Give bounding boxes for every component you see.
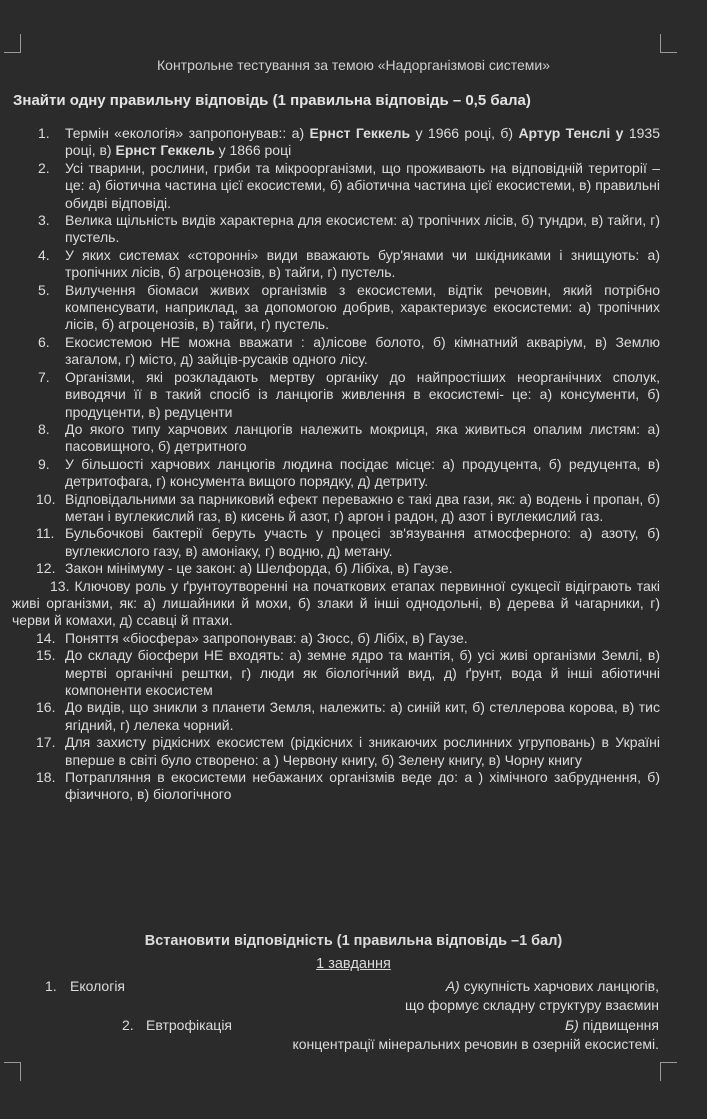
question-number: 7. [38,368,50,385]
question-text: Для захисту рідкісних екосистем (рідкісних і зникаючих рослинних угруповань) в Україні вперше в світі було створено: а ) Червону книгу, б) Зелену книгу, в) Чорну книгу [65,734,660,768]
question-item [10,769,660,804]
matching-answer: Б) підвищення [565,1017,659,1033]
question-item [10,734,660,769]
page-corner-mark-bottom-right [660,1062,677,1081]
question-number: 3. [38,212,50,229]
matching-number: 1. [45,978,57,994]
question-item [10,282,660,334]
question-number: 9. [38,455,50,472]
question-item [10,456,660,491]
question-item [10,699,660,734]
question-number: 12. [36,560,56,577]
question-item [10,334,660,369]
question-number: 4. [38,246,50,263]
question-number: 11. [36,525,55,542]
question-number: 5. [38,281,50,298]
section-heading-single-answer: Знайти одну правильну відповідь (1 правильна відповідь – 0,5 бала) [13,92,531,109]
task-label: 1 завдання [316,956,391,972]
question-text: До видів, що зникли з планети Земля, належить: а) синій кит, б) стеллерова корова, в) тис ягідний, г) лелека чорний. [65,699,660,733]
page-corner-mark-bottom-left [4,1062,21,1081]
question-text: До якого типу харчових ланцюгів належить мокриця, яка живиться опалим листям: а) пасовищного, б) детритного [65,420,660,455]
question-number: 13. [50,577,70,594]
question-text: Потрапляння в екосистеми небажаних організмів веде до: а ) хімічного забруднення, б) фізичного, в) біологічного [65,769,660,803]
question-item [10,491,660,526]
question-number: 14. [36,629,56,646]
question-number: 2. [38,159,50,176]
question-item [10,160,660,212]
question-text: Вилучення біомаси живих організмів з екосистеми, відтік речовин, який потрібно компенсувати, наприклад, за допомогою добрив, характеризує екосистеми: а) тропічних лісів, б) агроценозів, в) тайги, г) пустель. [65,281,660,333]
question-text: Ключову роль у ґрунтоутворенні на початкових етапах первинної сукцесії відіграють такі живі організми, як: а) лишайники й мохи, б) злаки й інші однодольні, в) дерева й чагарники, г) черви й комахи, д) ссавці й птахи. [12,577,661,629]
question-number: 6. [38,333,50,350]
question-text: До складу біосфери НЕ входять: а) земне ядро та мантія, б) усі живі організми Землі, в) мертві органічні рештки, г) люди як біологічний вид, д) ґрунт, вода й інші абіотичні компоненти екосистем [65,647,660,698]
question-number: 8. [38,420,50,437]
question-number: 16. [36,699,56,716]
question-item [10,560,660,577]
question-text: Відповідальними за парниковий ефект переважно є такі два гази, як: а) водень і пропан, б) метан і вуглекислий газ, в) кисень й азот, г) аргон і радон, д) азот і вуглекислий газ. [65,490,660,524]
matching-answer-continued: що формує складну структуру взаємин [404,997,659,1013]
question-text: Поняття «біосфера» запропонував: а) Зюсс, б) Лібіх, в) Гаузе. [65,629,468,646]
question-list [10,125,660,804]
question-text: Велика щільність видів характерна для екосистем: а) тропічних лісів, б) тундри, в) тайги, г) пустель. [65,212,660,246]
question-item [10,369,660,421]
matching-term: Евтрофікація [146,1017,233,1033]
question-text: У яких системах «сторонні» види вважають бур'янами чи шкідниками і знищують: а) тропічних лісів, б) агроценозів, в) тайги, г) пустель. [65,246,660,281]
matching-number: 2. [122,1017,134,1033]
question-item: 1. Термін «екологія» запропонував:: а) Ернст Геккель у 1966 році, б) Артур Тенслі у 1935 році, в) Ернст Геккель у 1866 році [38,125,660,159]
matching-answer-continued: концентрації мінеральних речовин в озерній екосистемі. [292,1036,659,1052]
question-number: 17. [36,734,56,751]
matching-answer: А) сукупність харчових ланцюгів, [445,978,659,994]
question-item [10,578,660,630]
matching-term: Екологія [70,978,126,994]
question-item [10,630,660,647]
question-text: У більшості харчових ланцюгів людина посідає місце: а) продуцента, б) редуцента, в) детритофага, г) консумента вищого порядку, д) детриту. [65,455,660,490]
question-number: 10. [36,490,56,507]
question-item [10,212,660,247]
question-text: Закон мінімуму - це закон: а) Шелфорда, б) Лібіха, в) Гаузе. [65,560,453,577]
question-text: Екосистемою НЕ можна вважати : а)лісове болото, б) кімнатний акваріум, в) Землю загалом, г) місто, д) зайців-русаків одного лісу. [65,333,660,368]
question-text: Усі тварини, рослини, гриби та мікроорганізми, що проживають на відповідній території – це: а) біотична частина цієї екосистеми, б) абіотична частина цієї екосистеми, в) правильні обидві відповіді. [65,159,660,211]
question-item [10,525,660,560]
page-corner-mark-top-left [4,34,21,53]
question-item [10,647,660,699]
section-heading-matching: Встановити відповідність (1 правильна відповідь –1 бал) [144,933,563,949]
question-number: 1. [38,125,50,141]
page-corner-mark-top-right [660,34,677,53]
question-number: 15. [36,647,56,664]
question-text: Бульбочкові бактерії беруть участь у процесі зв'язування атмосферного: а) азоту, б) вуглекислого газу, в) амоніаку, г) водню, д) метану. [65,525,660,559]
question-item [10,421,660,456]
question-item [10,247,660,282]
document-title: Контрольне тестування за темою «Надорганізмові системи» [157,57,550,73]
question-text: Організми, які розкладають мертву органіку до найпростіших неорганічних сполук, виводячи її в такий спосіб із ланцюгів живлення в екосистемі- це: а) консументи, б) продуценти, в) редуценти [65,368,660,420]
question-number: 18. [36,769,56,786]
